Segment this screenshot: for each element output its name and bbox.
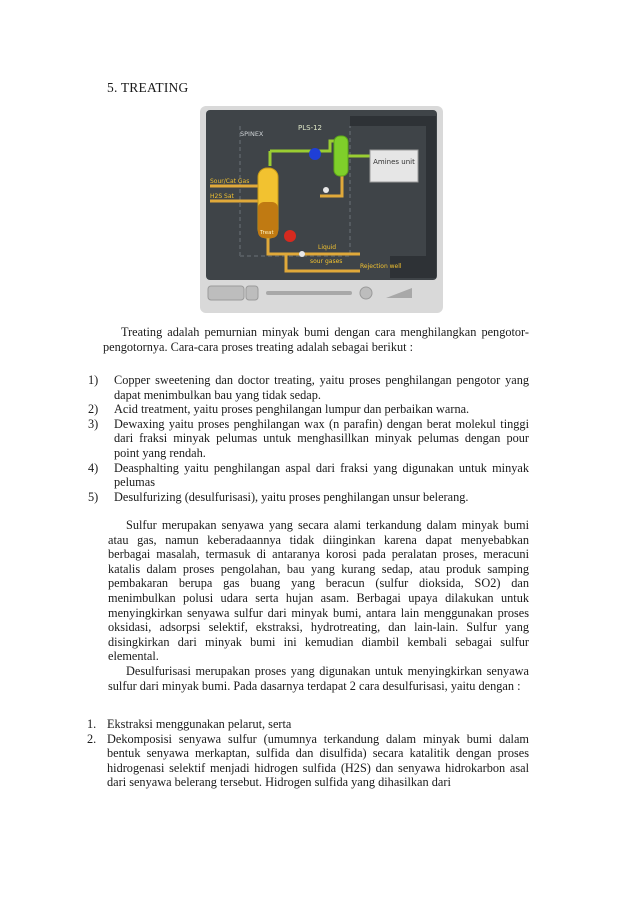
list-item bbox=[87, 717, 529, 732]
list-text: Copper sweetening dan doctor treating, yaitu proses penghilangan pengotor yang dapat menimbulkan bau yang tidak sedap. bbox=[114, 373, 529, 402]
separator-vessel bbox=[334, 136, 348, 176]
list-text: Deasphalting yaitu penghilangan aspal dari fraksi yang digunakan untuk minyak pelumas bbox=[114, 460, 529, 490]
desulfurization-paragraph bbox=[108, 664, 529, 693]
list-number: 1. bbox=[87, 717, 97, 731]
list-item bbox=[88, 461, 529, 490]
sour-gases-label: sour gases bbox=[310, 258, 343, 265]
sulfur-text: Sulfur merupakan senyawa yang secara alami terkandung dalam minyak bumi atau gas, namun keberadaannya tidak diinginkan karena dapat menyebabkan berbagai masalah, termasuk di antaranya korosi pada peralatan proses, meracuni katalis dalam proses pengolahan, bau yang kurang sedap, atau produk samping pembakaran berupa gas buang yang beracun (sulfur dioksida, SO2) dan menimbulkan polusi udara serta hujan asam. Berbagai upaya dilakukan untuk menyingkirkan senyawa sulfur dari minyak bumi, antara lain menggunakan proses oksidasi, adsorpsi selektif, ekstraksi, hydrotreating, dan lain-lain. Sulfur yang disingkirkan dari minyak bumi ini kemudian diambil kembali sebagai sulfur elemental. bbox=[108, 518, 529, 664]
list-number: 2. bbox=[87, 731, 97, 746]
list-item bbox=[88, 373, 529, 402]
intro-paragraph bbox=[103, 325, 529, 354]
tank-label: Treat bbox=[260, 230, 274, 236]
intro-text: Treating adalah pemurnian minyak bumi dengan cara menghilangkan pengotor-pengotornya. Cara-cara proses treating adalah sebagai berikut : bbox=[103, 325, 529, 354]
amines-unit-label: Amines unit bbox=[373, 158, 415, 166]
list-text: Desulfurizing (desulfurisasi), yaitu proses penghilangan unsur belerang. bbox=[114, 489, 469, 504]
list-number: 1) bbox=[88, 373, 99, 387]
list-text: Dekomposisi senyawa sulfur (umumnya terkandung dalam minyak bumi dalam bentuk senyawa merkaptan, sulfida dan disulfida) secara katalitik dengan proses hidrogenasi selektif menjadi hidrogen sulfida (H2S) dan senyawa hidrokarbon asal dari senyawa belerang tersebut. Hidrogen sulfida yang dihasilkan dari bbox=[107, 731, 529, 790]
list-text: Ekstraksi menggunakan pelarut, serta bbox=[107, 717, 292, 731]
spinex-label: SPINEX bbox=[240, 130, 264, 138]
desulfurization-ways-list bbox=[87, 717, 529, 790]
list-number: 4) bbox=[88, 460, 99, 475]
rewind-button[interactable] bbox=[208, 286, 244, 300]
amines-unit-box bbox=[370, 150, 418, 182]
top-tag-label: PLS-12 bbox=[298, 124, 322, 132]
list-item bbox=[87, 732, 529, 790]
liquid-label: Liquid bbox=[318, 244, 337, 251]
list-text: Acid treatment, yaitu proses penghilangan lumpur dan perbaikan warna. bbox=[114, 402, 470, 417]
blue-valve-icon bbox=[309, 148, 321, 160]
pump-icon bbox=[299, 251, 305, 257]
list-number: 3) bbox=[88, 416, 99, 431]
list-item bbox=[88, 490, 529, 505]
list-item bbox=[88, 417, 529, 461]
side-top-label: Sour/Cat Gas bbox=[210, 178, 250, 185]
sulfur-paragraph bbox=[108, 518, 529, 664]
treating-methods-list bbox=[88, 373, 529, 504]
treating-process-figure bbox=[200, 106, 443, 313]
list-number: 5) bbox=[88, 489, 99, 504]
rejection-well-label: Rejection well bbox=[360, 263, 402, 270]
play-button[interactable] bbox=[246, 286, 258, 300]
list-text: Dewaxing yaitu proses penghilangan wax (n parafin) dengan berat molekul tinggi dari fraksi minyak pelumas untuk menghasillkan minyak pelumas dengan pour point yang rendah. bbox=[114, 416, 529, 460]
red-valve-icon bbox=[284, 230, 296, 242]
side-bottom-label: H2S Sat bbox=[210, 193, 234, 200]
desulfurization-text: Desulfurisasi merupakan proses yang digunakan untuk menyingkirkan senyawa sulfur dari minyak bumi. Pada dasarnya terdapat 2 cara desulfurisasi, yaitu dengan : bbox=[108, 664, 529, 693]
section-heading: 5. TREATING bbox=[107, 80, 189, 95]
volume-icon[interactable] bbox=[360, 287, 372, 299]
list-item bbox=[88, 402, 529, 417]
list-number: 2) bbox=[88, 402, 99, 417]
pump-icon-2 bbox=[323, 187, 329, 193]
progress-track[interactable] bbox=[266, 291, 352, 295]
